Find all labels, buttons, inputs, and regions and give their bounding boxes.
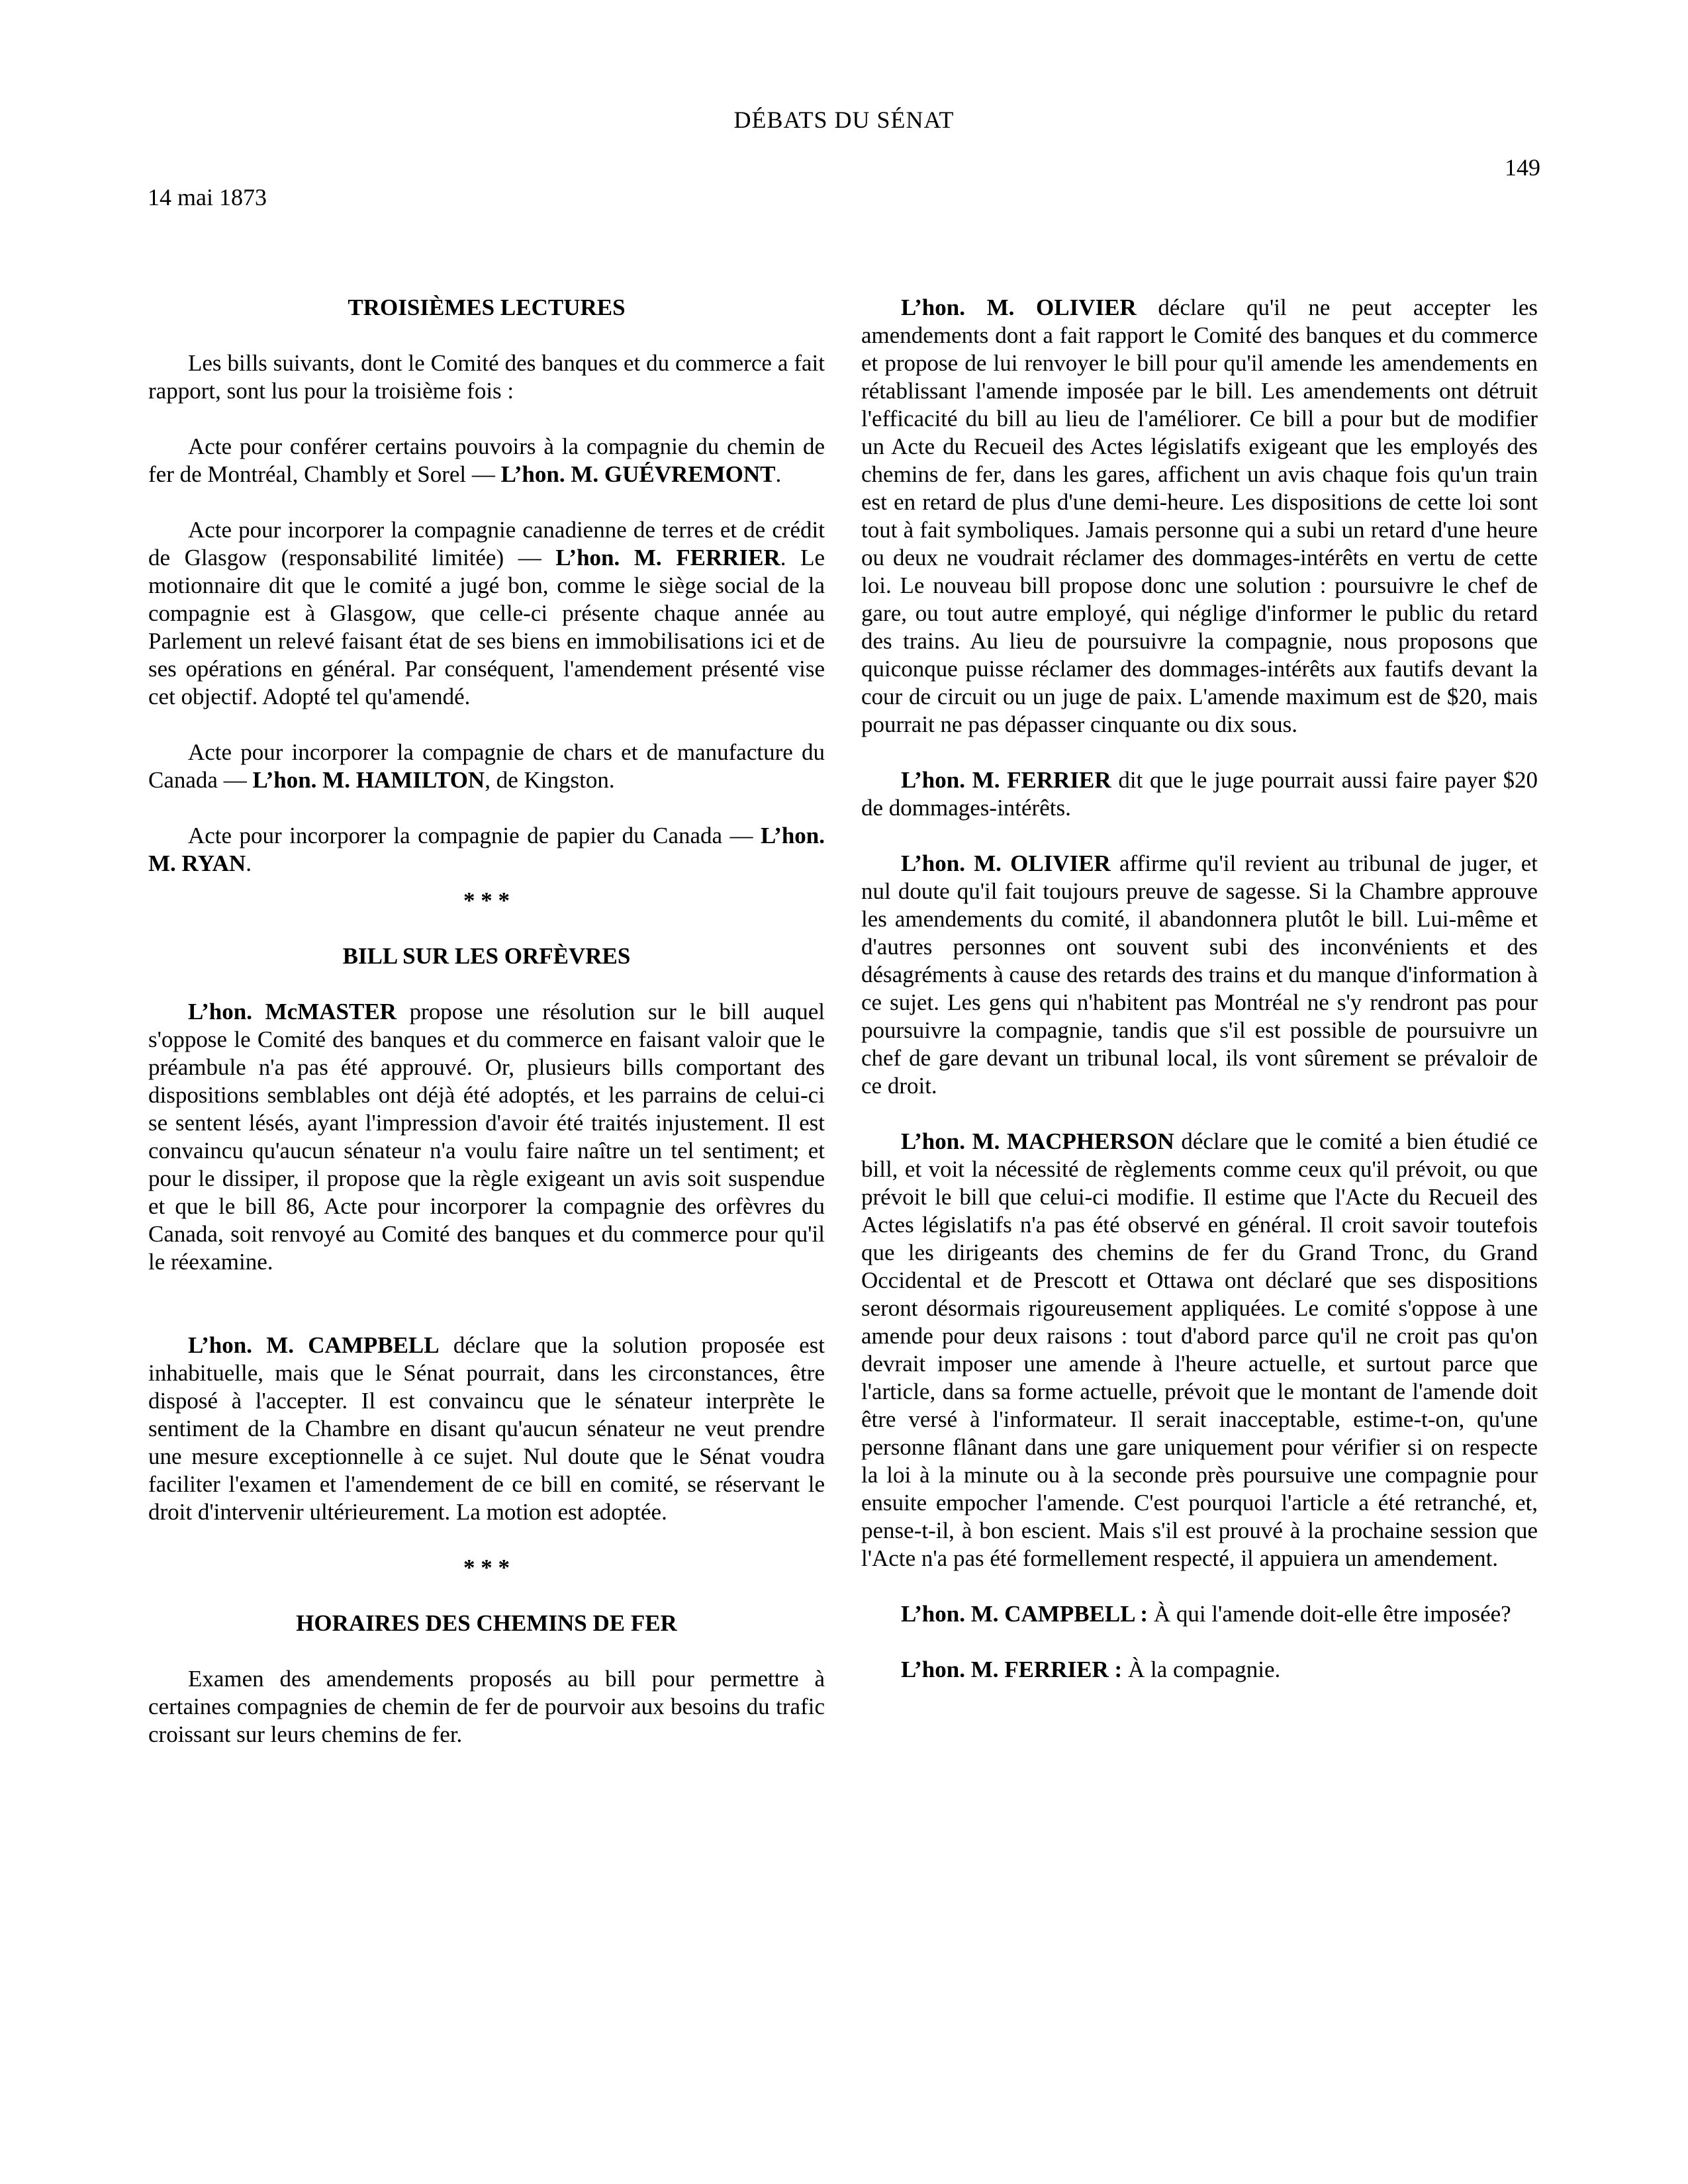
right-column (861, 294, 1538, 1711)
speaker-name: L’hon. M. FERRIER : (901, 1657, 1123, 1682)
left-column (148, 294, 825, 1776)
speaker-name: L’hon. M. RYAN (148, 823, 825, 876)
speaker-name: L’hon. M. FERRIER (555, 545, 780, 570)
paragraph: L’hon. M. FERRIER : À la compagnie. (901, 1657, 1281, 1682)
section-separator: * * * (463, 1555, 510, 1580)
speaker-name: L’hon. M. FERRIER (901, 767, 1111, 793)
paragraph: L’hon. McMASTER propose une résolution sur le bill auquel s'oppose le Comité des banques et du commerce en faisant valoir que le préambule n'a pas été approuvé. Or, plusieurs bills comportant des dispositions semblables ont déjà été adoptés, et les parrains de celui-ci se sentent lésés, ayant l'impression d'avoir été traités injustement. Il est convaincu qu'aucun sénateur n'a voulu faire naître un tel sentiment; et pour le dissiper, il propose que la règle exigeant un avis soit suspendue et que le bill 86, Acte pour incorporer la compagnie des orfèvres du Canada, soit renvoyé au Comité des banques et du commerce pour qu'il le réexamine. (148, 999, 825, 1275)
page-date: 14 mai 1873 (148, 184, 267, 210)
speaker-name: L’hon. M. CAMPBELL : (901, 1601, 1149, 1627)
paragraph: Acte pour incorporer la compagnie canadienne de terres et de crédit de Glasgow (responsabilité limitée) — L’hon. M. FERRIER. Le motionnaire dit que le comité a jugé bon, comme le siège social de la compagnie est à Glasgow, que celle-ci présente chaque année au Parlement un relevé faisant état de ses biens en immobilisations ici et de ses opérations en général. Par conséquent, l'amendement présenté vise cet objectif. Adopté tel qu'amendé. (148, 517, 825, 709)
running-head: DÉBATS DU SÉNAT (733, 107, 955, 133)
speaker-name: L’hon. M. OLIVIER (901, 850, 1111, 876)
speaker-name: L’hon. M. GUÉVREMONT (500, 461, 776, 487)
paragraph: L’hon. M. CAMPBELL : À qui l'amende doit-elle être imposée? (901, 1601, 1511, 1627)
speaker-name: L’hon. M. CAMPBELL (188, 1332, 440, 1358)
speaker-name: L’hon. M. HAMILTON (252, 767, 485, 793)
speaker-name: L’hon. M. OLIVIER (901, 295, 1137, 320)
paragraph: Les bills suivants, dont le Comité des banques et du commerce a fait rapport, sont lus pour la troisième fois : (148, 350, 825, 404)
section-separator: * * * (463, 887, 510, 913)
paragraph: L’hon. M. OLIVIER affirme qu'il revient au tribunal de juger, et nul doute qu'il fait toujours preuve de sagesse. Si la Chambre approuve les amendements du comité, il abandonnera plutôt le bill. Lui-même et d'autres personnes ont souvent subi des inconvénients et des désagréments à cause des retards des trains et du manque d'information à ce sujet. Les gens qui n'habitent pas Montréal ne s'y rendront pas pour poursuivre la compagnie, tandis que s'il est possible de poursuivre un chef de gare devant un tribunal local, ils vont sûrement se prévaloir de ce droit. (861, 850, 1538, 1099)
speaker-name: L’hon. M. MACPHERSON (901, 1128, 1174, 1154)
section-heading-third-readings: TROISIÈMES LECTURES (348, 295, 626, 320)
paragraph: L’hon. M. OLIVIER déclare qu'il ne peut accepter les amendements dont a fait rapport le Comité des banques et du commerce et propose de lui renvoyer le bill pour qu'il amende les amendements en rétablissant l'amende imposée par le bill. Les amendements ont détruit l'efficacité du bill au lieu de l'améliorer. Ce bill a pour but de modifier un Acte du Recueil des Actes législatifs exigeant que les employés des chemins de fer, dans les gares, affichent un avis chaque fois qu'un train est en retard de plus d'une demi-heure. Les dispositions de cette loi sont tout à fait symboliques. Jamais personne qui a subi un retard d'une heure ou deux ne voudrait réclamer des dommages-intérêts en vertu de cette loi. Le nouveau bill propose donc une solution : poursuivre le chef de gare, ou tout autre employé, qui néglige d'informer le public du retard des trains. Au lieu de poursuivre la compagnie, nous proposons que quiconque puisse réclamer des dommages-intérêts aux fautifs devant la cour de circuit ou un juge de paix. L'amende maximum est de $20, mais pourrait ne pas dépasser cinquante ou dix sous. (861, 295, 1538, 737)
paragraph: Acte pour conférer certains pouvoirs à la compagnie du chemin de fer de Montréal, Chambly et Sorel — L’hon. M. GUÉVREMONT. (148, 433, 825, 487)
section-heading-goldsmiths-bill: BILL SUR LES ORFÈVRES (342, 943, 631, 969)
paragraph: L’hon. M. CAMPBELL déclare que la solution proposée est inhabituelle, mais que le Sénat pourrait, dans les circonstances, être disposé à l'accepter. Il est convaincu que le sénateur interprète le sentiment de la Chambre en disant qu'aucun sénateur ne veut prendre une mesure exceptionnelle à ce sujet. Nul doute que le Sénat voudra faciliter l'examen et l'amendement de ce bill en comité, se réservant le droit d'intervenir ultérieurement. La motion est adoptée. (148, 1332, 825, 1525)
paragraph: Examen des amendements proposés au bill pour permettre à certaines compagnies de chemin de fer de pourvoir aux besoins du trafic croissant sur leurs chemins de fer. (148, 1666, 825, 1747)
paragraph: Acte pour incorporer la compagnie de papier du Canada — L’hon. M. RYAN. (148, 823, 825, 876)
page-number: 149 (1505, 154, 1540, 181)
speaker-name: L’hon. McMASTER (188, 999, 397, 1024)
paragraph: L’hon. M. MACPHERSON déclare que le comité a bien étudié ce bill, et voit la nécessité de règlements comme ceux qu'il prévoit, ou que prévoit le bill que celui-ci modifie. Il estime que l'Acte du Recueil des Actes législatifs n'a pas été observé en général. Il croit savoir toutefois que les dirigeants des chemins de fer du Grand Tronc, du Grand Occidental et de Prescott et Ottawa ont déclaré que ses dispositions seront désormais rigoureusement appliquées. Le comité s'oppose à une amende pour deux raisons : tout d'abord parce qu'il ne croit pas qu'on devrait imposer une amende à l'heure actuelle, et surtout parce que l'article, dans sa forme actuelle, prévoit que le montant de l'amende doit être versé à l'informateur. Il serait inacceptable, estime-t-on, qu'une personne flânant dans une gare uniquement pour vérifier si on respecte la loi à la minute ou à la seconde près poursuive une compagnie pour ensuite empocher l'amende. C'est pourquoi l'article a été retranché, et, pense-t-il, à bon escient. Mais s'il est prouvé à la prochaine session que l'Acte n'a pas été formellement respecté, il appuiera un amendement. (861, 1128, 1538, 1571)
paragraph: Acte pour incorporer la compagnie de chars et de manufacture du Canada — L’hon. M. HAMILTON, de Kingston. (148, 739, 825, 793)
section-heading-railway-timetables: HORAIRES DES CHEMINS DE FER (296, 1610, 677, 1636)
paragraph: L’hon. M. FERRIER dit que le juge pourrait aussi faire payer $20 de dommages-intérêts. (861, 767, 1538, 821)
